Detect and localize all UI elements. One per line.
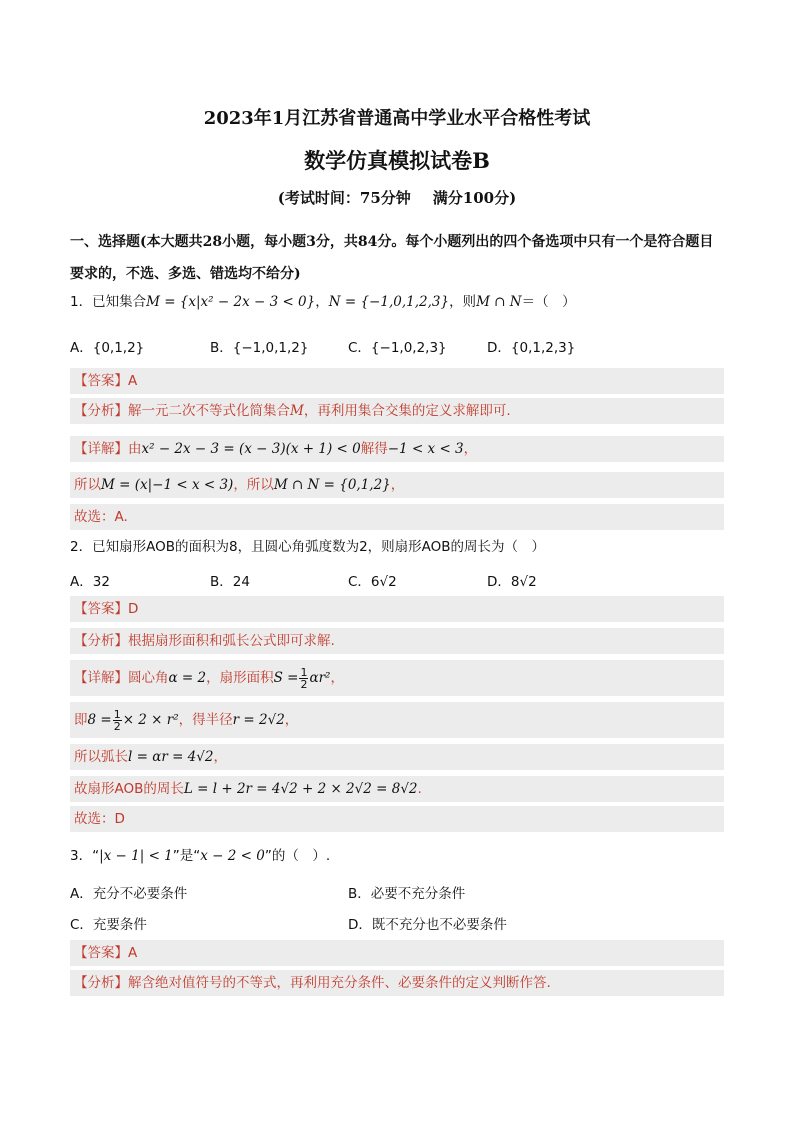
q1-option-d: D．{0,1,2,3} bbox=[487, 340, 576, 356]
q2-option-c: C．6√2 bbox=[348, 574, 397, 590]
full-score: 满分100分) bbox=[432, 189, 517, 207]
q1-set-m: M = {x|x² − 2x − 3 < 0} bbox=[146, 294, 316, 310]
q3-option-b: B．必要不充分条件 bbox=[348, 886, 466, 902]
q1-option-b: B．{−1,0,1,2} bbox=[210, 340, 309, 356]
q3-answer: 【答案】A bbox=[70, 940, 724, 966]
exam-time: (考试时间：75分钟 bbox=[277, 189, 411, 207]
fraction-one-half: $\frac{1}{2}$ bbox=[113, 707, 121, 733]
q3-option-a: A．充分不必要条件 bbox=[70, 886, 188, 902]
q1-detail: 【详解】由x² − 2x − 3 = (x − 3)(x + 1) < 0解得−1 < x < 3， bbox=[70, 436, 724, 462]
exam-info bbox=[0, 187, 794, 208]
q2-option-a: A．32 bbox=[70, 574, 110, 590]
q2-detail-line2: 即8 = $\frac{1}{2}$ × 2 × r²，得半径r = 2√2， bbox=[70, 702, 724, 738]
q1-analysis: 【分析】解一元二次不等式化简集合M，再利用集合交集的定义求解即可. bbox=[70, 398, 724, 424]
q2-stem: 2．已知扇形AOB的面积为8，且圆心角弧度数为2，则扇形AOB的周长为（ ） bbox=[70, 539, 546, 555]
exam-title: 2023年1月江苏省普通高中学业水平合格性考试 bbox=[203, 108, 591, 129]
q1-answer: 【答案】A bbox=[70, 368, 724, 394]
q2-conclusion: 故选：D bbox=[70, 806, 724, 832]
q2-answer: 【答案】D bbox=[70, 596, 724, 622]
q2-option-d: D．8√2 bbox=[487, 574, 537, 590]
exam-subtitle: 数学仿真模拟试卷B bbox=[304, 148, 490, 173]
q2-analysis: 【分析】根据扇形面积和弧长公式即可求解. bbox=[70, 628, 724, 654]
q1-conclusion: 故选：A. bbox=[70, 504, 724, 530]
q1-detail-line2: 所以M = (x|−1 < x < 3)，所以M ∩ N = {0,1,2}， bbox=[70, 472, 724, 498]
q3-stem: 3．“|x − 1| < 1”是“x − 2 < 0”的（ ）. bbox=[70, 848, 331, 864]
q1-option-a: A．{0,1,2} bbox=[70, 340, 145, 356]
q3-analysis: 【分析】解含绝对值符号的不等式，再利用充分条件、必要条件的定义判断作答. bbox=[70, 970, 724, 996]
q2-option-b: B．24 bbox=[210, 574, 250, 590]
q3-option-d: D．既不充分也不必要条件 bbox=[348, 917, 507, 933]
section-heading-line2: 要求的，不选、多选、错选均不给分) bbox=[70, 266, 301, 282]
q1-set-n: N = {−1,0,1,2,3} bbox=[328, 294, 450, 310]
q1-stem: 1．已知集合M = {x|x² − 2x − 3 < 0}，N = {−1,0,1,2,3}，则M ∩ N＝（ ） bbox=[70, 294, 576, 310]
q2-detail: 【详解】圆心角α = 2，扇形面积S = $\frac{1}{2}$ αr²， bbox=[70, 660, 724, 696]
q1-option-c: C．{−1,0,2,3} bbox=[348, 340, 447, 356]
section-heading bbox=[70, 226, 730, 290]
section-heading-line1: 一、选择题(本大题共28小题，每小题3分，共84分。每个小题列出的四个备选项中只有一个是符合题目 bbox=[70, 234, 714, 250]
fraction-one-half: $\frac{1}{2}$ bbox=[300, 665, 308, 691]
q2-detail-line4: 故扇形AOB的周长L = l + 2r = 4√2 + 2 × 2√2 = 8√2. bbox=[70, 776, 724, 802]
q2-detail-line3: 所以弧长l = αr = 4√2， bbox=[70, 744, 724, 770]
q3-option-c: C．充要条件 bbox=[70, 917, 147, 933]
